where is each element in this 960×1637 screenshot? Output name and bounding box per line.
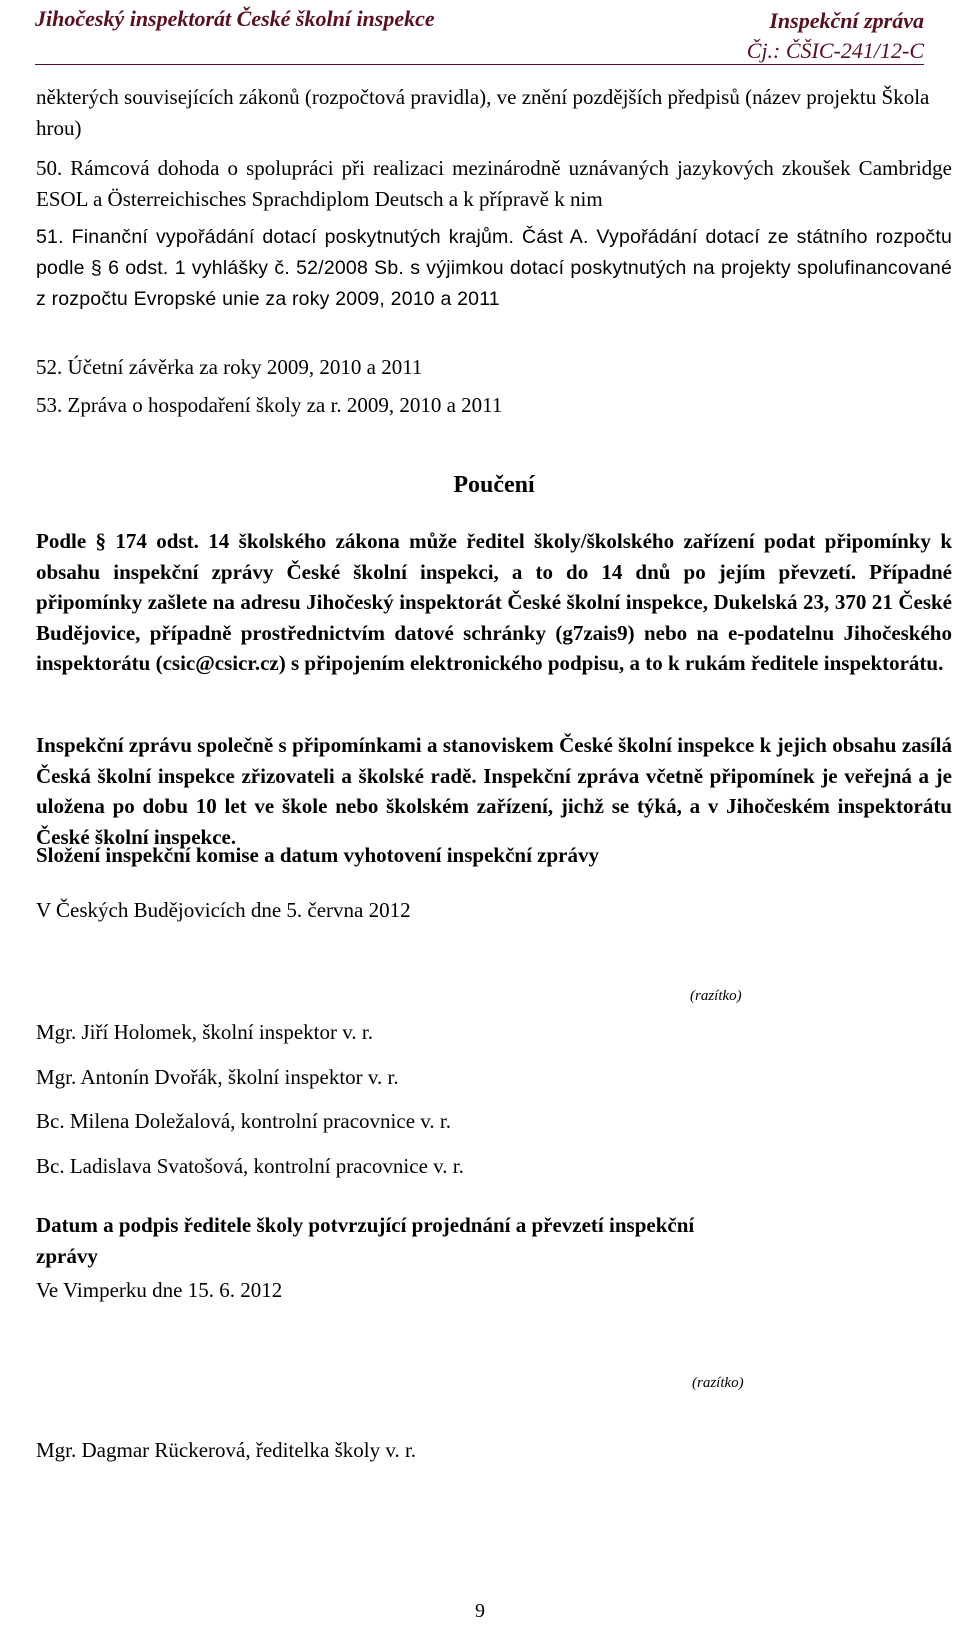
pouceni-heading: Poučení <box>453 472 535 498</box>
commission-member: Bc. Ladislava Svatošová, kontrolní pracovnice v. r. <box>36 1153 464 1178</box>
commission-member: Bc. Milena Doležalová, kontrolní pracovnice v. r. <box>36 1109 452 1133</box>
commission-heading: Složení inspekční komise a datum vyhotovení inspekční zprávy <box>36 843 599 867</box>
list-item-51 <box>36 222 952 315</box>
director-signature: Mgr. Dagmar Rückerová, ředitelka školy v. r. <box>36 1438 417 1462</box>
pouceni-paragraph-1: Podle § 174 odst. 14 školského zákona může ředitel školy/školského zařízení podat připomínky k obsahu inspekční zprávy České školní inspekci, a to do 14 dnů po jejím převzetí. Případné připomínky zašlete na adresu Jihočeský inspektorát České školní inspekce, Dukelská 23, 370 21 České Budějovice, případně prostřednictvím datové schránky (g7zais9) nebo na e-podatelnu Jihočeského inspektorátu (csic@csicr.cz) s připojením elektronického podpisu, a to k rukám ředitele inspektorátu. <box>36 529 952 675</box>
director-heading: Datum a podpis ředitele školy potvrzující projednání a převzetí inspekční zprávy <box>36 1213 695 1268</box>
commission-members <box>36 1010 952 1188</box>
list-item-52: 52. Účetní závěrka za roky 2009, 2010 a 2011 <box>36 355 423 379</box>
commission-stamp: (razítko) <box>690 988 742 1004</box>
commission-member: Mgr. Jiří Holomek, školní inspektor v. r. <box>36 1020 373 1044</box>
header-reference: Čj.: ČŠIC-241/12-C <box>746 38 924 63</box>
list-item-50: 50. Rámcová dohoda o spolupráci při realizaci mezinárodně uznávaných jazykových zkoušek Cambridge ESOL a Österreichisches Sprachdiplom Deutsch a k přípravě k nim <box>36 156 952 211</box>
header-inspectorate: Jihočeský inspektorát České školní inspekce <box>35 6 435 31</box>
pouceni-paragraph-2: Inspekční zprávu společně s připomínkami a stanoviskem České školní inspekce k jejich obsahu zasílá Česká školní inspekce zřizovateli a školské radě. Inspekční zpráva včetně připomínek je veřejná a je uložena po dobu 10 let ve škole nebo školském zařízení, jichž se týká, a v Jihočeském inspektorátu České školní inspekce. <box>36 733 952 849</box>
list-item-53: 53. Zpráva o hospodaření školy za r. 2009, 2010 a 2011 <box>36 393 503 417</box>
commission-member: Mgr. Antonín Dvořák, školní inspektor v. r. <box>36 1064 399 1089</box>
list-item-51-text: 51. Finanční vypořádání dotací poskytnutých krajům. Část A. Vypořádání dotací ze státního rozpočtu podle § 6 odst. 1 vyhlášky č. 52/2008 Sb. s výjimkou dotací poskytnutých na projekty spolufinancované z rozpočtu Evropské unie za roky 2009, 2010 a 2011 <box>36 226 952 310</box>
header-report <box>747 6 924 66</box>
list-item-49-continued: některých souvisejících zákonů (rozpočtová pravidla), ve znění pozdějších předpisů (název projektu Škola hrou) <box>36 85 930 140</box>
page-number: 9 <box>475 1600 485 1622</box>
commission-place-date: V Českých Budějovicích dne 5. června 2012 <box>36 898 411 922</box>
director-stamp: (razítko) <box>692 1375 744 1391</box>
page-header <box>35 6 924 65</box>
header-report-title: Inspekční zpráva <box>769 8 924 33</box>
director-place-date: Ve Vimperku dne 15. 6. 2012 <box>36 1278 283 1302</box>
